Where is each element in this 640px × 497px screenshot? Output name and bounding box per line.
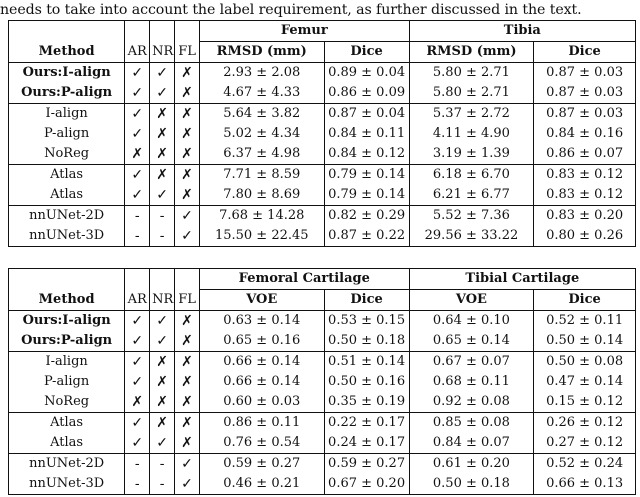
fl-flag-cell: ✓ (175, 454, 200, 475)
method-cell: nnUNet-3D (9, 226, 125, 247)
column-header-method: Method (9, 42, 125, 63)
column-header-fl: FL (175, 290, 200, 311)
table-row (9, 352, 636, 373)
nr-flag-cell: ✓ (150, 63, 175, 84)
nr-flag-cell: ✗ (150, 124, 175, 144)
metric-cell: 5.37 ± 2.72 (409, 104, 534, 125)
fl-flag-cell: ✗ (175, 144, 200, 165)
fl-flag-cell: ✓ (175, 206, 200, 227)
table-row (9, 144, 636, 165)
method-cell: NoReg (9, 392, 125, 413)
method-cell: Atlas (9, 413, 125, 434)
metric-cell: 0.64 ± 0.10 (409, 311, 534, 332)
metric-cell: 0.59 ± 0.27 (199, 454, 324, 475)
metric-cell: 0.86 ± 0.09 (324, 83, 409, 104)
metric-cell: 0.35 ± 0.19 (324, 392, 409, 413)
fl-flag-cell: ✗ (175, 124, 200, 144)
column-header-method: Method (9, 290, 125, 311)
metric-cell: 0.83 ± 0.12 (534, 185, 636, 206)
table-group-header-row (9, 269, 636, 290)
nr-flag-cell: ✗ (150, 413, 175, 434)
column-header-metric: VOE (409, 290, 534, 311)
metric-cell: 0.66 ± 0.13 (534, 474, 636, 495)
table-row (9, 104, 636, 125)
nr-flag-cell: ✓ (150, 185, 175, 206)
metric-cell: 0.76 ± 0.54 (199, 433, 324, 454)
table-row (9, 124, 636, 144)
table-row (9, 372, 636, 392)
table-row (9, 413, 636, 434)
group-header: Tibia (409, 21, 635, 42)
metric-cell: 0.26 ± 0.12 (534, 413, 636, 434)
method-cell: Atlas (9, 185, 125, 206)
metric-cell: 0.46 ± 0.21 (199, 474, 324, 495)
ar-flag-cell: ✓ (125, 83, 150, 104)
fl-flag-cell: ✓ (175, 474, 200, 495)
column-header-metric: Dice (324, 290, 409, 311)
table-group-header-row (9, 21, 636, 42)
fl-flag-cell: ✗ (175, 185, 200, 206)
metric-cell: 5.02 ± 4.34 (199, 124, 324, 144)
nr-flag-cell: ✗ (150, 392, 175, 413)
fl-flag-cell: ✗ (175, 352, 200, 373)
metric-cell: 0.50 ± 0.18 (409, 474, 534, 495)
metric-cell: 6.18 ± 6.70 (409, 165, 534, 186)
fl-flag-cell: ✗ (175, 392, 200, 413)
metric-cell: 0.63 ± 0.14 (199, 311, 324, 332)
metric-cell: 0.84 ± 0.12 (324, 144, 409, 165)
metric-cell: 0.50 ± 0.16 (324, 372, 409, 392)
column-header-ar: AR (125, 42, 150, 63)
metric-cell: 0.87 ± 0.03 (534, 63, 636, 84)
nr-flag-cell: - (150, 206, 175, 227)
metric-cell: 6.37 ± 4.98 (199, 144, 324, 165)
metric-cell: 0.83 ± 0.12 (534, 165, 636, 186)
metric-cell: 3.19 ± 1.39 (409, 144, 534, 165)
table-row (9, 433, 636, 454)
metric-cell: 0.22 ± 0.17 (324, 413, 409, 434)
nr-flag-cell: ✓ (150, 433, 175, 454)
metric-cell: 4.11 ± 4.90 (409, 124, 534, 144)
method-cell: Atlas (9, 433, 125, 454)
metric-cell: 0.67 ± 0.07 (409, 352, 534, 373)
nr-flag-cell: - (150, 226, 175, 247)
metric-cell: 5.80 ± 2.71 (409, 83, 534, 104)
ar-flag-cell: ✓ (125, 185, 150, 206)
fl-flag-cell: ✗ (175, 331, 200, 352)
metric-cell: 0.79 ± 0.14 (324, 185, 409, 206)
table-row (9, 83, 636, 104)
metric-cell: 0.51 ± 0.14 (324, 352, 409, 373)
metric-cell: 0.82 ± 0.29 (324, 206, 409, 227)
column-header-metric: RMSD (mm) (409, 42, 534, 63)
metric-cell: 0.50 ± 0.18 (324, 331, 409, 352)
ar-flag-cell: - (125, 474, 150, 495)
method-cell: Ours:P-align (9, 331, 125, 352)
method-cell: NoReg (9, 144, 125, 165)
nr-flag-cell: ✓ (150, 83, 175, 104)
table-header-row (9, 42, 636, 63)
caption-text: needs to take into account the label requirement, as further discussed in the text. (0, 2, 582, 18)
ar-flag-cell: ✓ (125, 63, 150, 84)
ar-flag-cell: - (125, 226, 150, 247)
nr-flag-cell: ✗ (150, 144, 175, 165)
ar-flag-cell: ✓ (125, 104, 150, 125)
nr-flag-cell: ✗ (150, 104, 175, 125)
fl-flag-cell: ✗ (175, 165, 200, 186)
metric-cell: 0.47 ± 0.14 (534, 372, 636, 392)
metric-cell: 0.66 ± 0.14 (199, 352, 324, 373)
method-cell: Ours:P-align (9, 83, 125, 104)
ar-flag-cell: ✗ (125, 392, 150, 413)
column-header-nr: NR (150, 290, 175, 311)
method-cell: P-align (9, 124, 125, 144)
metric-cell: 0.87 ± 0.03 (534, 104, 636, 125)
column-header-metric: Dice (534, 42, 636, 63)
metric-cell: 0.24 ± 0.17 (324, 433, 409, 454)
nr-flag-cell: - (150, 454, 175, 475)
table-row (9, 331, 636, 352)
table-row (9, 454, 636, 475)
metric-cell: 0.79 ± 0.14 (324, 165, 409, 186)
ar-flag-cell: ✓ (125, 124, 150, 144)
fl-flag-cell: ✗ (175, 104, 200, 125)
metric-cell: 5.80 ± 2.71 (409, 63, 534, 84)
results-table-cartilage (8, 268, 636, 495)
nr-flag-cell: ✗ (150, 352, 175, 373)
group-header: Tibial Cartilage (409, 269, 635, 290)
metric-cell: 0.50 ± 0.08 (534, 352, 636, 373)
ar-flag-cell: ✓ (125, 413, 150, 434)
metric-cell: 6.21 ± 6.77 (409, 185, 534, 206)
fl-flag-cell: ✗ (175, 433, 200, 454)
metric-cell: 29.56 ± 33.22 (409, 226, 534, 247)
metric-cell: 0.65 ± 0.16 (199, 331, 324, 352)
method-cell: P-align (9, 372, 125, 392)
table-header-row (9, 290, 636, 311)
column-header-nr: NR (150, 42, 175, 63)
metric-cell: 0.53 ± 0.15 (324, 311, 409, 332)
table-row (9, 165, 636, 186)
group-header: Femur (199, 21, 409, 42)
metric-cell: 0.27 ± 0.12 (534, 433, 636, 454)
method-cell: nnUNet-3D (9, 474, 125, 495)
column-header-metric: Dice (534, 290, 636, 311)
fl-flag-cell: ✗ (175, 83, 200, 104)
nr-flag-cell: ✓ (150, 311, 175, 332)
column-header-metric: RMSD (mm) (199, 42, 324, 63)
metric-cell: 0.84 ± 0.07 (409, 433, 534, 454)
metric-cell: 0.60 ± 0.03 (199, 392, 324, 413)
metric-cell: 0.15 ± 0.12 (534, 392, 636, 413)
method-cell: nnUNet-2D (9, 454, 125, 475)
table-row (9, 474, 636, 495)
metric-cell: 0.80 ± 0.26 (534, 226, 636, 247)
ar-flag-cell: - (125, 454, 150, 475)
nr-flag-cell: ✗ (150, 165, 175, 186)
column-header-ar: AR (125, 290, 150, 311)
results-table-bone (8, 20, 636, 247)
table-row (9, 206, 636, 227)
method-cell: Ours:I-align (9, 311, 125, 332)
metric-cell: 15.50 ± 22.45 (199, 226, 324, 247)
metric-cell: 0.66 ± 0.14 (199, 372, 324, 392)
ar-flag-cell: ✓ (125, 433, 150, 454)
ar-flag-cell: - (125, 206, 150, 227)
metric-cell: 0.85 ± 0.08 (409, 413, 534, 434)
ar-flag-cell: ✓ (125, 165, 150, 186)
fl-flag-cell: ✗ (175, 413, 200, 434)
column-header-metric: Dice (324, 42, 409, 63)
table-row (9, 311, 636, 332)
table-row (9, 392, 636, 413)
method-cell: I-align (9, 352, 125, 373)
fl-flag-cell: ✗ (175, 63, 200, 84)
metric-cell: 0.86 ± 0.07 (534, 144, 636, 165)
metric-cell: 2.93 ± 2.08 (199, 63, 324, 84)
metric-cell: 0.86 ± 0.11 (199, 413, 324, 434)
metric-cell: 7.71 ± 8.59 (199, 165, 324, 186)
table-row (9, 185, 636, 206)
table-row (9, 226, 636, 247)
metric-cell: 7.80 ± 8.69 (199, 185, 324, 206)
fl-flag-cell: ✗ (175, 311, 200, 332)
ar-flag-cell: ✓ (125, 352, 150, 373)
ar-flag-cell: ✗ (125, 144, 150, 165)
nr-flag-cell: ✗ (150, 372, 175, 392)
metric-cell: 0.67 ± 0.20 (324, 474, 409, 495)
ar-flag-cell: ✓ (125, 311, 150, 332)
fl-flag-cell: ✓ (175, 226, 200, 247)
metric-cell: 0.61 ± 0.20 (409, 454, 534, 475)
ar-flag-cell: ✓ (125, 331, 150, 352)
metric-cell: 0.92 ± 0.08 (409, 392, 534, 413)
metric-cell: 0.65 ± 0.14 (409, 331, 534, 352)
metric-cell: 0.89 ± 0.04 (324, 63, 409, 84)
metric-cell: 0.59 ± 0.27 (324, 454, 409, 475)
column-header-metric: VOE (199, 290, 324, 311)
metric-cell: 0.84 ± 0.16 (534, 124, 636, 144)
method-cell: I-align (9, 104, 125, 125)
metric-cell: 5.52 ± 7.36 (409, 206, 534, 227)
metric-cell: 0.84 ± 0.11 (324, 124, 409, 144)
group-header: Femoral Cartilage (199, 269, 409, 290)
ar-flag-cell: ✓ (125, 372, 150, 392)
metric-cell: 7.68 ± 14.28 (199, 206, 324, 227)
method-cell: Ours:I-align (9, 63, 125, 84)
table-row (9, 63, 636, 84)
method-cell: nnUNet-2D (9, 206, 125, 227)
metric-cell: 0.52 ± 0.11 (534, 311, 636, 332)
metric-cell: 0.87 ± 0.22 (324, 226, 409, 247)
metric-cell: 0.50 ± 0.14 (534, 331, 636, 352)
nr-flag-cell: ✓ (150, 331, 175, 352)
metric-cell: 0.87 ± 0.03 (534, 83, 636, 104)
metric-cell: 0.83 ± 0.20 (534, 206, 636, 227)
metric-cell: 0.68 ± 0.11 (409, 372, 534, 392)
column-header-fl: FL (175, 42, 200, 63)
nr-flag-cell: - (150, 474, 175, 495)
metric-cell: 5.64 ± 3.82 (199, 104, 324, 125)
metric-cell: 0.87 ± 0.04 (324, 104, 409, 125)
fl-flag-cell: ✗ (175, 372, 200, 392)
metric-cell: 4.67 ± 4.33 (199, 83, 324, 104)
metric-cell: 0.52 ± 0.24 (534, 454, 636, 475)
method-cell: Atlas (9, 165, 125, 186)
